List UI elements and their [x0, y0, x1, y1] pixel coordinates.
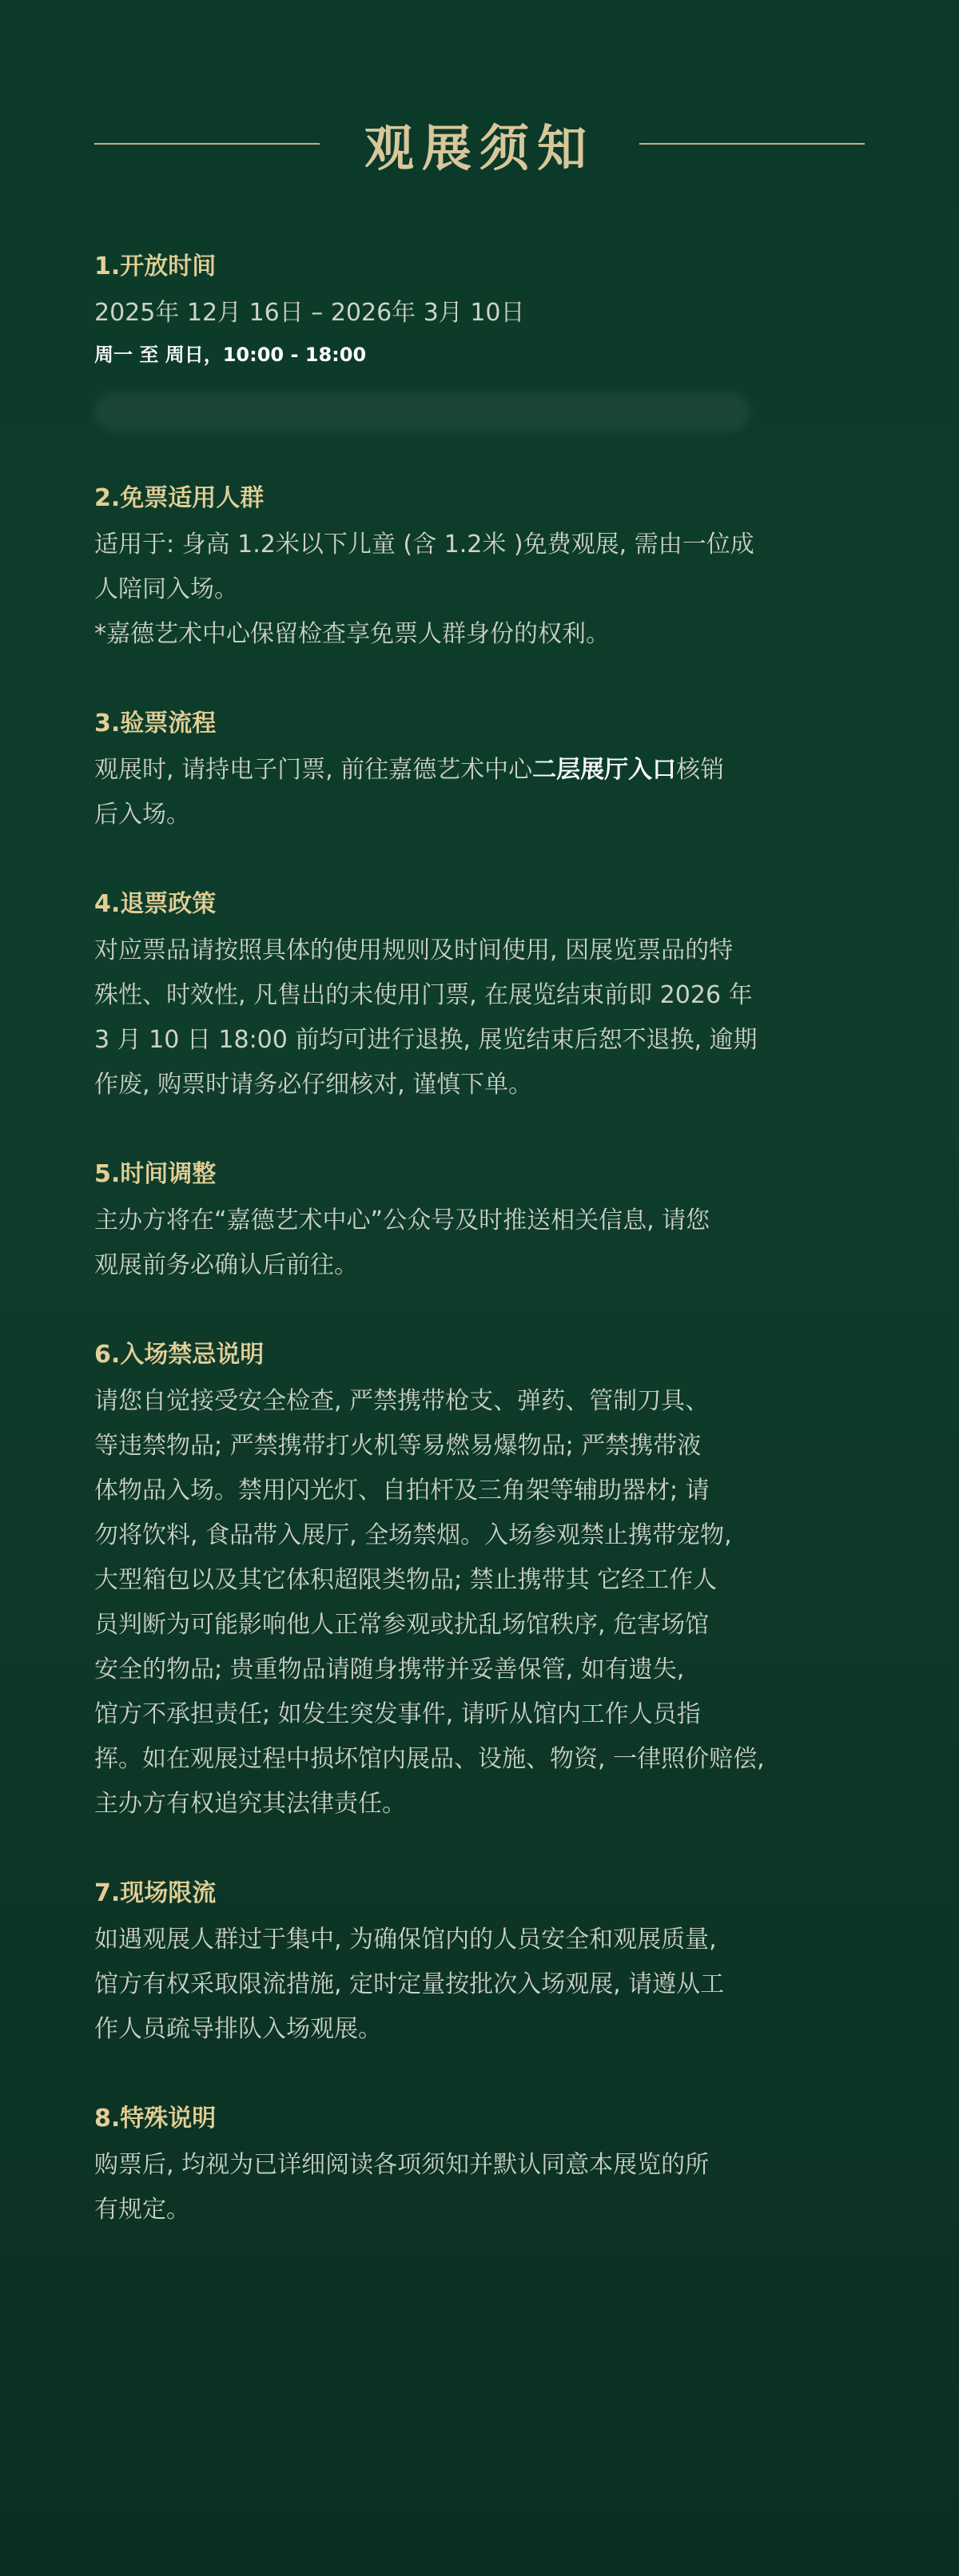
- entrance-highlight: 二层展厅入口: [532, 756, 677, 784]
- body-text-segment: 观展时, 请持电子门票, 前往嘉德艺术中心: [94, 756, 533, 784]
- section-title: 5.时间调整: [94, 1160, 217, 1188]
- body-line: 员判断为可能影响他人正常参观或扰乱场馆秩序, 危害场馆: [94, 1611, 710, 1639]
- body-text-segment: 核销: [676, 756, 725, 784]
- body-line: 殊性、时效性, 凡售出的未使用门票, 在展览结束前即 2026 年: [94, 981, 753, 1009]
- body-line: 如遇观展人群过于集中, 为确保馆内的人员安全和观展质量,: [94, 1926, 717, 1954]
- body-line: 作人员疏导排队入场观展。: [94, 2015, 382, 2043]
- body-line: 主办方将在“嘉德艺术中心”公众号及时推送相关信息, 请您: [94, 1207, 710, 1234]
- body-line: 大型箱包以及其它体积超限类物品; 禁止携带其 它经工作人: [94, 1566, 718, 1594]
- blurred-line: [94, 393, 750, 431]
- section-time-adjustment: [94, 1155, 865, 1288]
- body-line: 人陪同入场。: [94, 575, 238, 603]
- opening-dates: 2025年 12月 16日 – 2026年 3月 10日: [94, 299, 525, 327]
- body-line: 3 月 10 日 18:00 前均可进行退换, 展览结束后恕不退换, 逾期: [94, 1026, 758, 1054]
- body-line: 对应票品请按照具体的使用规则及时间使用, 因展览票品的特: [94, 936, 734, 964]
- section-ticket-check: [94, 705, 865, 837]
- section-title: 7.现场限流: [94, 1879, 217, 1907]
- section-title: 8.特殊说明: [94, 2105, 217, 2133]
- body-line: 馆方有权采取限流措施, 定时定量按批次入场观展, 请遵从工: [94, 1970, 725, 1998]
- section-title: 6.入场禁忌说明: [94, 1341, 265, 1369]
- body-line: 作废, 购票时请务必仔细核对, 谨慎下单。: [94, 1071, 533, 1099]
- body-line: 安全的物品; 贵重物品请随身携带并妥善保管, 如有遗失,: [94, 1656, 685, 1684]
- body-line: 勿将饮料, 食品带入展厅, 全场禁烟。入场参观禁止携带宠物,: [94, 1521, 732, 1549]
- body-line: 购票后, 均视为已详细阅读各项须知并默认同意本展览的所: [94, 2151, 710, 2179]
- section-special-notes: [94, 2100, 865, 2232]
- body-line: 后入场。: [94, 801, 190, 829]
- body-line: 请您自觉接受安全检查, 严禁携带枪支、弹药、管制刀具、: [94, 1387, 710, 1415]
- body-line: 馆方不承担责任; 如发生突发事件, 请听从馆内工作人员指: [94, 1700, 701, 1728]
- body-line: 主办方有权追究其法律责任。: [94, 1790, 406, 1818]
- title-divider-left: [94, 143, 320, 145]
- section-title: 2.免票适用人群: [94, 484, 265, 512]
- section-opening-hours: [94, 248, 865, 431]
- body-line: [94, 748, 865, 793]
- body-line: 观展前务必确认后前往。: [94, 1251, 358, 1279]
- section-free-ticket: [94, 479, 865, 657]
- section-refund-policy: [94, 885, 865, 1107]
- title-divider-right: [639, 143, 865, 145]
- body-line: *嘉德艺术中心保留检查享免票人群身份的权利。: [94, 620, 610, 648]
- notice-content: [94, 248, 865, 2280]
- section-title: 4.退票政策: [94, 890, 217, 918]
- body-line: 有规定。: [94, 2196, 190, 2224]
- body-line: 挥。如在观展过程中损坏馆内展品、设施、物资, 一律照价赔偿,: [94, 1745, 765, 1773]
- section-entry-rules: [94, 1336, 865, 1827]
- opening-hours: 周一 至 周日，10:00 - 18:00: [94, 344, 367, 366]
- title-row: [94, 110, 865, 177]
- body-line: 等违禁物品; 严禁携带打火机等易燃易爆物品; 严禁携带液: [94, 1432, 702, 1460]
- page-title: 观展须知: [364, 118, 595, 177]
- section-crowd-control: [94, 1874, 865, 2052]
- body-line: 适用于: 身高 1.2米以下儿童 (含 1.2米 )免费观展, 需由一位成: [94, 531, 754, 559]
- section-title: 3.验票流程: [94, 710, 217, 737]
- section-title: 1.开放时间: [94, 252, 217, 280]
- body-line: 体物品入场。禁用闪光灯、自拍杆及三角架等辅助器材; 请: [94, 1477, 710, 1505]
